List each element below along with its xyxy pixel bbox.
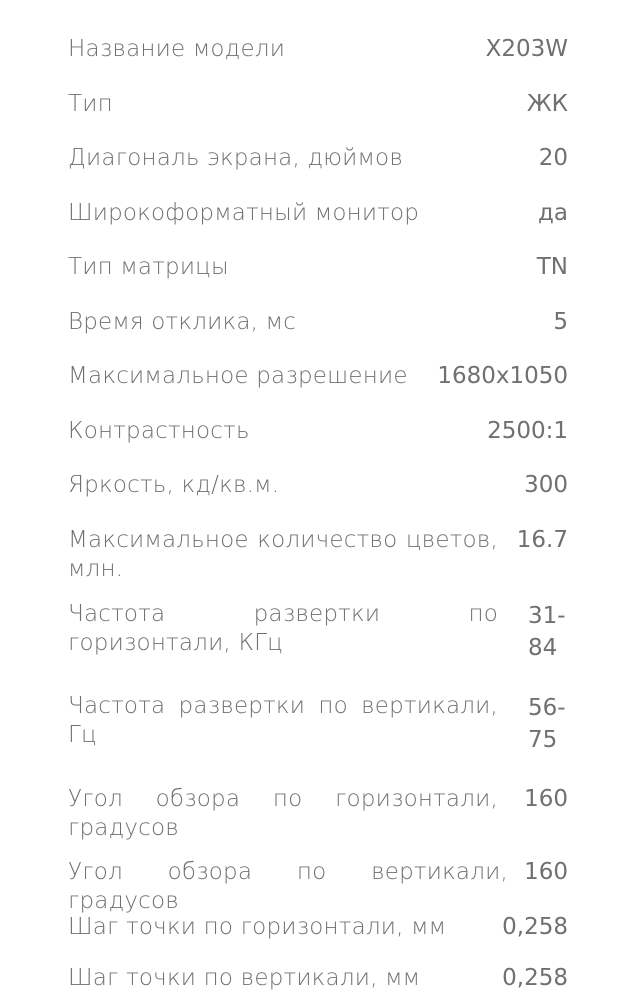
spec-value: 0,258 [502, 965, 568, 991]
spec-label: Шаг точки по горизонтали, мм [68, 914, 447, 940]
spec-label: Яркость, кд/кв.м. [68, 472, 280, 498]
spec-label: Контрастность [68, 418, 250, 444]
spec-value-line: 84 [528, 635, 558, 661]
spec-value: 160 [524, 859, 568, 885]
spec-value-line: 75 [528, 727, 558, 753]
spec-value: 20 [538, 145, 568, 171]
spec-label: Угол обзора по вертикали, градусов [68, 859, 508, 914]
spec-label: Частота развертки по вертикали, Гц [68, 693, 498, 748]
spec-value: X203W [485, 36, 568, 62]
spec-value: ЖК [526, 91, 568, 117]
spec-label: Максимальное количество цветов, млн. [68, 527, 498, 582]
spec-value: 160 [524, 786, 568, 812]
spec-value: TN [536, 254, 568, 280]
spec-value [528, 600, 568, 664]
spec-label: Шаг точки по вертикали, мм [68, 965, 421, 991]
spec-value-line: 56- [528, 695, 566, 721]
spec-value: 5 [553, 309, 568, 335]
spec-value: 0,258 [502, 914, 568, 940]
spec-label: Угол обзора по горизонтали, градусов [68, 786, 498, 841]
spec-label: Тип матрицы [68, 254, 229, 280]
spec-value [528, 692, 568, 756]
spec-label: Частота развертки по горизонтали, КГц [68, 601, 498, 656]
spec-value-line: 31- [528, 603, 566, 629]
spec-value: 300 [524, 472, 568, 498]
spec-label: Максимальное разрешение [68, 363, 408, 389]
spec-value: 16.7 [516, 527, 568, 553]
spec-label: Тип [68, 91, 113, 117]
spec-label: Время отклика, мс [68, 309, 297, 335]
spec-label: Широкоформатный монитор [68, 200, 420, 226]
spec-label: Диагональ экрана, дюймов [68, 145, 404, 171]
spec-value: 2500:1 [487, 418, 568, 444]
spec-value: да [538, 200, 568, 226]
spec-label: Название модели [68, 36, 286, 62]
spec-value: 1680x1050 [437, 363, 568, 389]
